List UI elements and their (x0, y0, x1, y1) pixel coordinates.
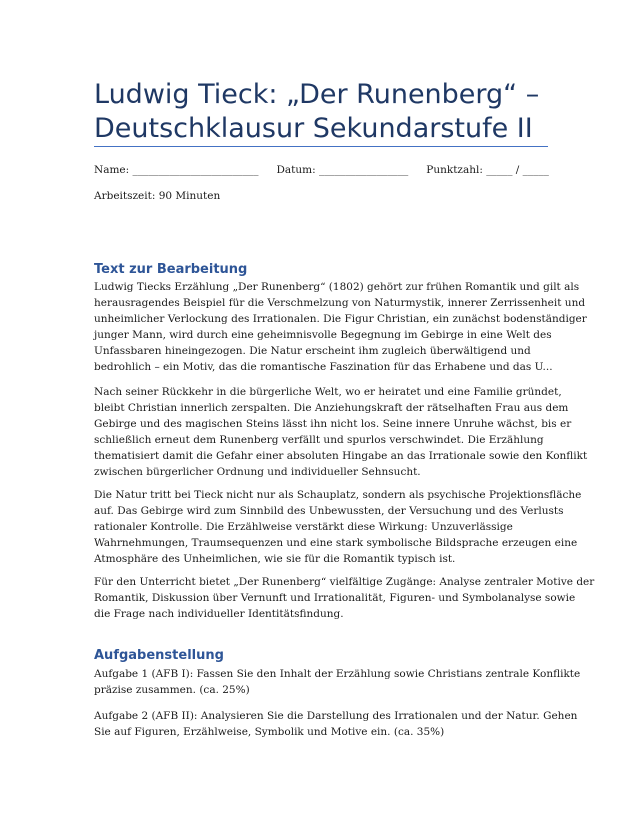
text-line: auf. Das Gebirge wird zum Sinnbild des Unbewussten, der Versuchung und des Verlusts (94, 505, 564, 517)
name-field: Name: ________________________ (94, 164, 259, 176)
text-line: schließlich erneut dem Runenberg verfällt und spurlos verschwindet. Die Erzählung (94, 434, 544, 446)
text-line: Ludwig Tiecks Erzählung „Der Runenberg“ (1802) gehört zur frühen Romantik und gilt als (94, 281, 580, 293)
title-line-2: Deutschklausur Sekundarstufe II (94, 113, 533, 144)
text-line: Die Natur tritt bei Tieck nicht nur als Schauplatz, sondern als psychische Projektionsfläche (94, 489, 582, 501)
date-field: Datum: _________________ (276, 164, 409, 176)
text-paragraph-3 (94, 487, 582, 567)
text-line: bleibt Christian innerlich zerspalten. Die Anziehungskraft der rätselhaften Frau aus dem (94, 402, 569, 414)
text-line: Nach seiner Rückkehr in die bürgerliche Welt, wo er heiratet und eine Familie gründet, (94, 386, 562, 398)
text-paragraph-4 (94, 574, 595, 622)
text-line: bedrohlich – ein Motiv, das die romantische Faszination für das Erhabene und das U... (94, 361, 553, 373)
student-info-line (94, 162, 548, 178)
text-line: junger Mann, wird durch eine geheimnisvolle Begegnung im Gebirge in eine Welt des (94, 329, 552, 341)
text-line: Atmosphäre des Unheimlichen, wie sie für die Romantik typisch ist. (94, 553, 456, 565)
title-line-1: Ludwig Tieck: „Der Runenberg“ – (94, 79, 540, 110)
text-line: zwischen bürgerlicher Ordnung und individueller Sehnsucht. (94, 466, 421, 478)
text-paragraph-1 (94, 279, 587, 375)
heading-tasks-section: Aufgabenstellung (94, 648, 224, 663)
title-divider (94, 146, 548, 147)
text-line: unheimlicher Verlockung des Irrationalen. Die Figur Christian, ein zunächst bodenständiger (94, 313, 587, 325)
score-field: Punktzahl: _____ / _____ (426, 164, 549, 176)
text-line: die Frage nach individueller Identitätsfindung. (94, 608, 344, 620)
task-line: präzise zusammen. (ca. 25%) (94, 684, 250, 696)
task-line: Aufgabe 1 (AFB I): Fassen Sie den Inhalt der Erzählung sowie Christians zentrale Konflikte (94, 668, 581, 680)
working-time: Arbeitszeit: 90 Minuten (94, 190, 221, 202)
task-line: Aufgabe 2 (AFB II): Analysieren Sie die Darstellung des Irrationalen und der Natur. Gehen (94, 710, 578, 722)
text-line: Romantik, Diskussion über Vernunft und Irrationalität, Figuren- und Symbolanalyse sowie (94, 592, 576, 604)
task-2 (94, 708, 578, 740)
task-1 (94, 666, 581, 698)
text-line: Für den Unterricht bietet „Der Runenberg“ vielfältige Zugänge: Analyse zentraler Motive der (94, 576, 595, 588)
task-line: Sie auf Figuren, Erzählweise, Symbolik und Motive ein. (ca. 35%) (94, 726, 445, 738)
text-line: herausragendes Beispiel für die Verschmelzung von Naturmystik, innerer Zerrissenheit und (94, 297, 586, 309)
text-line: Gebirge und des magischen Steins lässt ihn nicht los. Seine innere Unruhe wächst, bis er (94, 418, 572, 430)
text-line: Wahrnehmungen, Traumsequenzen und eine stark symbolische Bildsprache erzeugen eine (94, 537, 578, 549)
text-paragraph-2 (94, 384, 588, 480)
text-line: thematisiert damit die Gefahr einer absoluten Hingabe an das Irrationale sowie den Konflikt (94, 450, 588, 462)
heading-text-section: Text zur Bearbeitung (94, 262, 248, 277)
text-line: Unfassbaren hineingezogen. Die Natur erscheint ihm zugleich überwältigend und (94, 345, 531, 357)
page-title (94, 78, 548, 146)
text-line: rationaler Kontrolle. Die Erzählweise verstärkt diese Wirkung: Unzuverlässige (94, 521, 513, 533)
